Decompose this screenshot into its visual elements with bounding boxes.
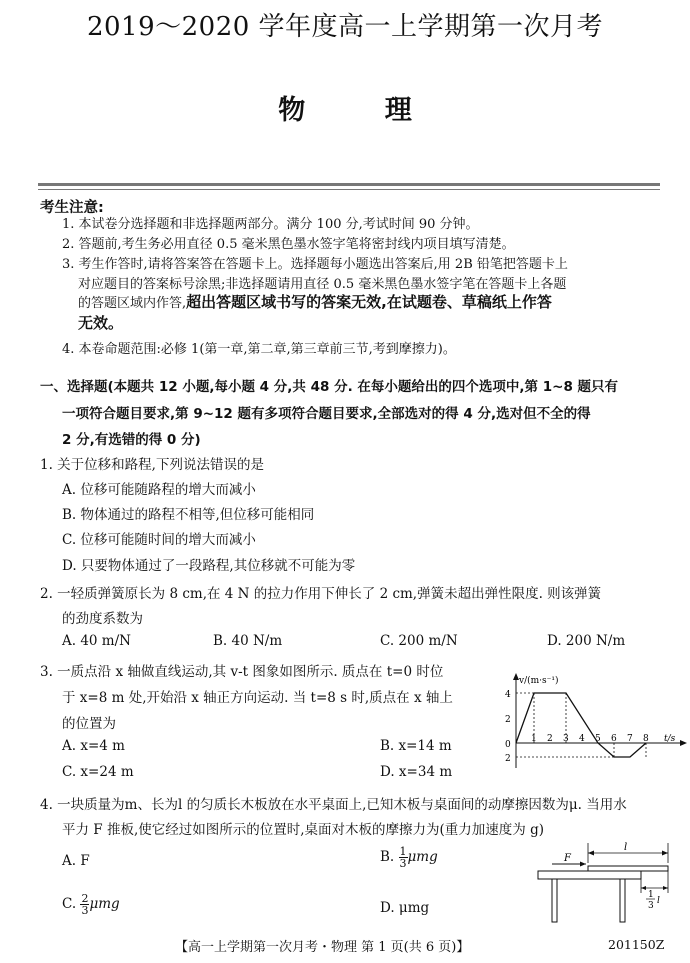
vt-xlabel: t/s bbox=[664, 734, 676, 744]
vt-ylabel: v/(m·s⁻¹) bbox=[519, 676, 559, 686]
vt-curve bbox=[516, 693, 646, 757]
vt-ytick-2: 2 bbox=[505, 715, 511, 725]
overhang-frac-var: l bbox=[657, 896, 660, 906]
vt-ytick-4: 4 bbox=[505, 690, 511, 700]
q4-board-figure bbox=[530, 838, 685, 928]
vt-xtick-8: 8 bbox=[643, 734, 649, 744]
notice-item-3-emphasis: 超出答题区域书写的答案无效,在试题卷、草稿纸上作答 bbox=[186, 293, 552, 311]
board bbox=[588, 866, 668, 871]
overhang-arrow-left bbox=[641, 886, 646, 890]
section-heading-line1: 一、选择题(本题共 12 小题,每小题 4 分,共 48 分. 在每小题给出的四个选项中,第 1~8 题只有 bbox=[40, 379, 619, 395]
vt-xtick-2: 2 bbox=[547, 734, 553, 744]
table-leg-left bbox=[552, 879, 557, 922]
q1-stem: 1. 关于位移和路程,下列说法错误的是 bbox=[40, 457, 264, 473]
q3-stem-line2: 于 x=8 m 处,开始沿 x 轴正方向运动. 当 t=8 s 时,质点在 x 轴上 bbox=[62, 690, 453, 706]
q4-option-b-prefix: B. bbox=[380, 849, 395, 865]
q4-option-b-den: 3 bbox=[399, 857, 407, 870]
vt-xtick-5: 5 bbox=[595, 734, 601, 744]
length-label: l bbox=[624, 842, 628, 853]
q4-option-c-num: 2 bbox=[81, 892, 89, 905]
q4-option-c bbox=[62, 893, 120, 916]
force-arrow-head bbox=[580, 862, 586, 867]
q3-vt-graph bbox=[500, 670, 690, 772]
header-rule-thick bbox=[38, 183, 660, 186]
q2-option-a: A. 40 m/N bbox=[62, 633, 131, 649]
q3-option-a: A. x=4 m bbox=[62, 738, 125, 754]
section-heading-line3: 2 分,有选错的得 0 分) bbox=[62, 432, 201, 448]
notice-item-2: 2. 答题前,考生务必用直径 0.5 毫米黑色墨水签字笔将密封线内项目填写清楚。 bbox=[62, 237, 515, 252]
vt-xtick-3: 3 bbox=[563, 734, 569, 744]
header-rule-thin bbox=[38, 189, 660, 190]
q1-option-c: C. 位移可能随时间的增大而减小 bbox=[62, 532, 256, 548]
q4-option-b-suffix: μmg bbox=[407, 849, 438, 865]
notice-item-3-line3-plain: 的答题区域内作答, bbox=[78, 296, 187, 311]
notice-item-1: 1. 本试卷分选择题和非选择题两部分。满分 100 分,考试时间 90 分钟。 bbox=[62, 217, 479, 232]
notice-item-3-line3 bbox=[78, 291, 552, 312]
q4-option-c-suffix: μmg bbox=[89, 896, 120, 912]
footer-code: 201150Z bbox=[608, 937, 665, 952]
q1-option-b: B. 物体通过的路程不相等,但位移可能相同 bbox=[62, 507, 315, 523]
q4-stem-line2: 平力 F 推板,使它经过如图所示的位置时,桌面对木板的摩擦力为(重力加速度为 g) bbox=[62, 822, 544, 838]
q3-stem-line3: 的位置为 bbox=[62, 716, 116, 732]
q4-option-b bbox=[380, 846, 438, 869]
q4-option-d: D. μmg bbox=[380, 900, 430, 916]
q3-option-b: B. x=14 m bbox=[380, 738, 452, 754]
q2-stem-line1: 2. 一轻质弹簧原长为 8 cm,在 4 N 的拉力作用下伸长了 2 cm,弹簧未超出弹性限度. 则该弹簧 bbox=[40, 586, 602, 602]
overhang-frac-den: 3 bbox=[648, 901, 654, 911]
vt-xtick-1: 1 bbox=[531, 734, 537, 744]
vt-xtick-4: 4 bbox=[579, 734, 585, 744]
vt-xtick-7: 7 bbox=[627, 734, 633, 744]
q3-option-c: C. x=24 m bbox=[62, 764, 134, 780]
q1-option-a: A. 位移可能随路程的增大而减小 bbox=[62, 482, 256, 498]
section-heading-line2: 一项符合题目要求,第 9~12 题有多项符合题目要求,全部选对的得 4 分,选对但不全的得 bbox=[62, 406, 591, 422]
q3-stem-line1: 3. 一质点沿 x 轴做直线运动,其 v-t 图象如图所示. 质点在 t=0 时位 bbox=[40, 664, 444, 680]
notice-item-3-line1: 3. 考生作答时,请将答案答在答题卡上。选择题每小题选出答案后,用 2B 铅笔把答题卡上 bbox=[62, 257, 568, 272]
page-footer: 【高一上学期第一次月考・物理 第 1 页(共 6 页)】 bbox=[175, 940, 470, 955]
q4-option-c-prefix: C. bbox=[62, 896, 77, 912]
q4-option-c-den: 3 bbox=[81, 904, 89, 917]
q2-option-d: D. 200 N/m bbox=[547, 633, 626, 649]
q2-option-b: B. 40 N/m bbox=[213, 633, 283, 649]
length-arrow-right bbox=[662, 851, 668, 856]
overhang-arrow-right bbox=[663, 886, 668, 890]
notice-item-3-line4: 无效。 bbox=[78, 314, 124, 332]
table-top bbox=[538, 871, 641, 879]
length-arrow-left bbox=[588, 851, 594, 856]
overhang-frac-num: 1 bbox=[648, 890, 654, 900]
notice-heading: 考生注意: bbox=[40, 200, 104, 216]
q4-stem-line1: 4. 一块质量为m、长为l 的匀质长木板放在水平桌面上,已知木板与桌面间的动摩擦因数为μ. 当用水 bbox=[40, 797, 627, 813]
exam-title: 2019～2020 学年度高一上学期第一次月考 bbox=[86, 12, 604, 42]
vt-xtick-6: 6 bbox=[611, 734, 617, 744]
vt-ytick-neg2: 2 bbox=[505, 754, 511, 764]
q3-option-d: D. x=34 m bbox=[380, 764, 453, 780]
notice-item-4: 4. 本卷命题范围:必修 1(第一章,第二章,第三章前三节,考到摩擦力)。 bbox=[62, 342, 456, 357]
notice-item-3-line2: 对应题目的答案标号涂黑;非选择题请用直径 0.5 毫米黑色墨水签字笔在答题卡上各题 bbox=[78, 277, 567, 292]
vt-x-arrow bbox=[680, 740, 687, 746]
subject-title: 物 理 bbox=[278, 95, 412, 126]
q1-option-d: D. 只要物体通过了一段路程,其位移就不可能为零 bbox=[62, 558, 356, 574]
table-leg-right bbox=[620, 879, 625, 922]
q2-stem-line2: 的劲度系数为 bbox=[62, 611, 143, 627]
q2-option-c: C. 200 m/N bbox=[380, 633, 458, 649]
q4-option-a: A. F bbox=[62, 853, 90, 869]
q4-option-b-num: 1 bbox=[399, 845, 407, 858]
q4-option-b-fraction bbox=[399, 846, 408, 869]
vt-ytick-0: 0 bbox=[505, 740, 511, 750]
force-label: F bbox=[564, 853, 571, 864]
